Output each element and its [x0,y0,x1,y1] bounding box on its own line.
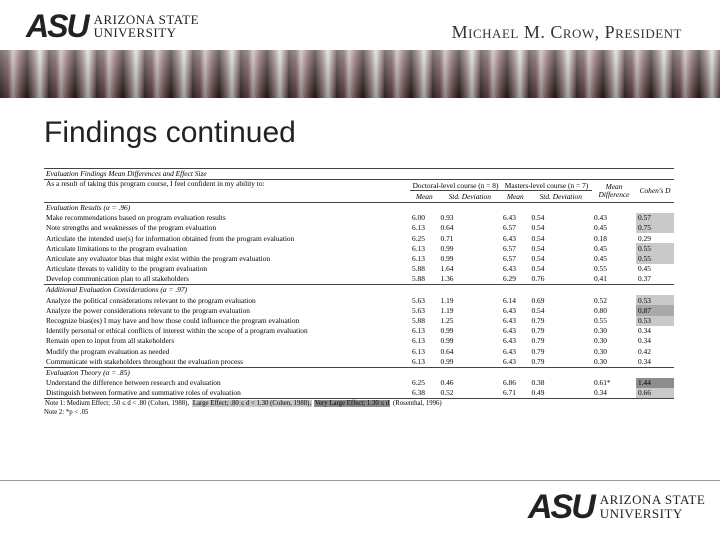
campus-photo-banner [0,50,720,98]
table-row [44,254,674,264]
row-value: 0.99 [440,336,454,346]
row-value: 0.66 [636,388,674,399]
asu-logo-line1: ARIZONA STATE [93,12,200,27]
row-value: 0.34 [592,388,636,399]
table-row [44,346,674,356]
row-label: Distinguish between formative and summative roles of evaluation [44,388,410,399]
row-value: 0.99 [440,356,454,366]
row-value: 1.44 [636,378,674,388]
row-value: 0.43 [594,213,607,223]
row-label: Recognize bias(es) I may have and how those could influence the program evaluation [46,316,300,326]
group1-header: Doctoral-level course (n = 8) [410,180,501,191]
row-label: Develop communication plan to all stakeholders [46,274,190,284]
row-value: 0.79 [531,316,545,326]
table-row [44,336,674,346]
row-value: 6.43 [502,356,516,366]
row-value: 0.54 [531,253,545,263]
row-value: 0.64 [440,346,454,356]
footer-logo-line2: UNIVERSITY [599,506,683,521]
row-value: 0.79 [531,356,545,366]
asu-logo-line2: UNIVERSITY [93,25,177,40]
row-value: 6.13 [412,346,425,356]
row-label: Analyze the political considerations relevant to the program evaluation [46,295,256,305]
row-value: 6.29 [502,274,516,284]
row-value: 0.54 [531,305,545,315]
row-value: 6.13 [412,253,425,263]
row-label: Make recommendations based on program evaluation results [46,213,226,223]
row-label: Modify the program evaluation as needed [46,346,170,356]
row-value: 1.25 [440,316,454,326]
note-very-large: Very Large Effect; 1.30 ≤ d [314,400,390,408]
row-value: 6.57 [502,243,516,253]
row-value: 6.14 [502,295,516,305]
row-value: 0.76 [531,274,545,284]
row-value: 0.30 [594,336,607,346]
row-value: 0.34 [638,336,651,346]
footer-divider [0,480,720,481]
section-title: Evaluation Theory (α = .85) [44,367,674,378]
row-value: 1.19 [440,295,454,305]
table-row [44,295,674,305]
table-row [44,378,674,388]
row-value: 0.45 [638,264,651,274]
row-label: Analyze the power considerations relevant to the program evaluation [46,305,250,315]
row-value: 0.18 [594,233,607,243]
row-value: 0.61* [594,378,611,388]
table-row [44,326,674,336]
row-value: 0.99 [440,243,454,253]
row-label: Articulate threats to validity to the program evaluation [46,264,208,274]
footer-asu-logo [528,488,706,526]
row-value: 6.57 [502,253,516,263]
row-value: 6.86 [502,378,516,388]
section-title: Evaluation Results (α = .96) [44,202,674,213]
row-value: 0.55 [636,243,674,253]
row-value: 0.45 [594,243,607,253]
slide-header [0,0,720,50]
row-value: 0.34 [638,356,651,366]
row-label: Articulate the intended use(s) for information obtained from the program evaluation [46,233,295,243]
slide-title: Findings continued [44,116,296,149]
table-row [44,233,674,243]
row-value: 5.63 [412,305,425,315]
row-value: 0.52 [594,295,607,305]
row-value: 0.37 [638,274,651,284]
row-label: Remain open to input from all stakeholders [46,336,175,346]
group2-header: Masters-level course (n = 7) [501,180,592,191]
row-value: 0.54 [531,243,545,253]
row-value: 6.43 [502,326,516,336]
row-value: 6.25 [412,233,425,243]
findings-table-container [44,168,674,417]
row-value: 1.19 [440,305,454,315]
row-value: 1.64 [440,264,454,274]
row-value: 6.43 [502,336,516,346]
mean-header-2: Mean [506,191,524,201]
table-row [44,388,674,399]
asu-logo [26,8,200,44]
section-header [44,367,674,378]
row-value: 6.25 [412,378,425,388]
row-value: 0.80 [594,305,607,315]
row-value: 6.13 [412,243,425,253]
row-value: 5.63 [412,295,425,305]
row-value: 0.53 [636,295,674,305]
row-value: 0.54 [531,223,545,233]
note-large: Large Effect; .80 ≤ d < 1.30 (Cohen, 1988), [192,400,312,408]
section-header [44,202,674,213]
row-value: 0.57 [636,213,674,223]
table-row [44,243,674,253]
row-value: 0.30 [594,326,607,336]
row-label: Note strengths and weaknesses of the program evaluation [46,223,217,233]
table-caption: Evaluation Findings Mean Differences and Effect Size [44,169,674,180]
effect-size-note [44,401,674,408]
table-row [44,305,674,315]
table-row [44,356,674,367]
row-value: 0.75 [636,223,674,233]
table-prompt: As a result of taking this program course, I feel confident in my ability to: [44,180,410,202]
findings-table [44,168,674,399]
row-value: 0.54 [531,233,545,243]
row-value: 6.43 [502,213,516,223]
note-medium: Note 1: Medium Effect; .50 ≤ d < .80 (Cohen, 1988), [45,400,190,408]
footer-logo-mark: ASU [528,488,594,526]
section-title: Additional Evaluation Considerations (α = .97) [44,285,674,296]
row-value: 0.71 [440,233,454,243]
table-row [44,316,674,326]
footer-logo-line1: ARIZONA STATE [599,492,706,507]
row-value: 6.13 [412,336,425,346]
row-value: 5.88 [412,264,425,274]
row-value: 0.30 [594,356,607,366]
std-header-1: Std. Deviation [448,191,491,201]
president-title: Michael M. Crow, President [451,22,682,42]
table-row [44,213,674,223]
row-value: 6.13 [412,326,425,336]
row-value: 0.69 [531,295,545,305]
row-value: 0.93 [440,213,454,223]
row-value: 0.79 [531,326,545,336]
row-value: 0.45 [594,253,607,263]
row-value: 6.43 [502,316,516,326]
table-row [44,274,674,285]
row-label: Understand the difference between research and evaluation [46,378,221,388]
row-value: 0.45 [594,223,607,233]
row-value: 5.88 [412,316,425,326]
row-value: 0.41 [594,274,607,284]
row-label: Communicate with stakeholders throughout the evaluation process [46,356,244,366]
row-value: 0.55 [594,316,607,326]
row-value: 1.36 [440,274,454,284]
row-value: 6.43 [502,305,516,315]
row-value: 6.43 [502,346,516,356]
row-value: 0.54 [531,264,545,274]
row-value: 0.46 [440,378,454,388]
row-value: 0.54 [531,213,545,223]
row-value: 6.43 [502,264,516,274]
note-citation: (Rosenthal, 1996) [392,400,442,408]
row-value: 6.13 [412,223,425,233]
row-value: 0.38 [531,378,545,388]
row-value: 0.99 [440,326,454,336]
row-value: 0.87 [636,305,674,315]
row-value: 6.13 [412,356,425,366]
row-value: 0.99 [440,253,454,263]
row-value: 0.30 [594,346,607,356]
row-value: 6.71 [501,388,530,399]
row-value: 0.55 [594,264,607,274]
row-value: 6.43 [502,233,516,243]
row-value: 6.57 [502,223,516,233]
row-value: 0.53 [636,316,674,326]
row-label: Identify personal or ethical conflicts of interest within the scope of a program evaluation [46,326,308,336]
mean-difference-header: Mean Difference [592,180,636,202]
row-value: 0.55 [636,254,674,264]
row-label: Articulate any evaluator bias that might exist within the program evaluation [46,253,271,263]
row-value: 0.79 [531,336,545,346]
row-label: Articulate limitations to the program evaluation [46,243,187,253]
asu-logo-mark: ASU [26,8,88,44]
table-row [44,223,674,233]
significance-note: Note 2: *p < .05 [44,408,89,416]
section-header [44,285,674,296]
row-value: 0.64 [440,223,454,233]
std-header-2: Std. Deviation [539,191,582,201]
row-value: 0.34 [638,326,651,336]
row-value: 5.88 [412,274,425,284]
row-value: 0.29 [638,233,651,243]
table-row [44,264,674,274]
row-value: 0.42 [638,346,651,356]
row-value: 0.52 [439,388,501,399]
mean-header-1: Mean [415,191,433,201]
row-value: 0.79 [531,346,545,356]
row-value: 6.38 [410,388,439,399]
row-value: 6.00 [412,213,425,223]
cohens-d-header: Cohen's D [636,180,674,202]
row-value: 0.49 [530,388,592,399]
